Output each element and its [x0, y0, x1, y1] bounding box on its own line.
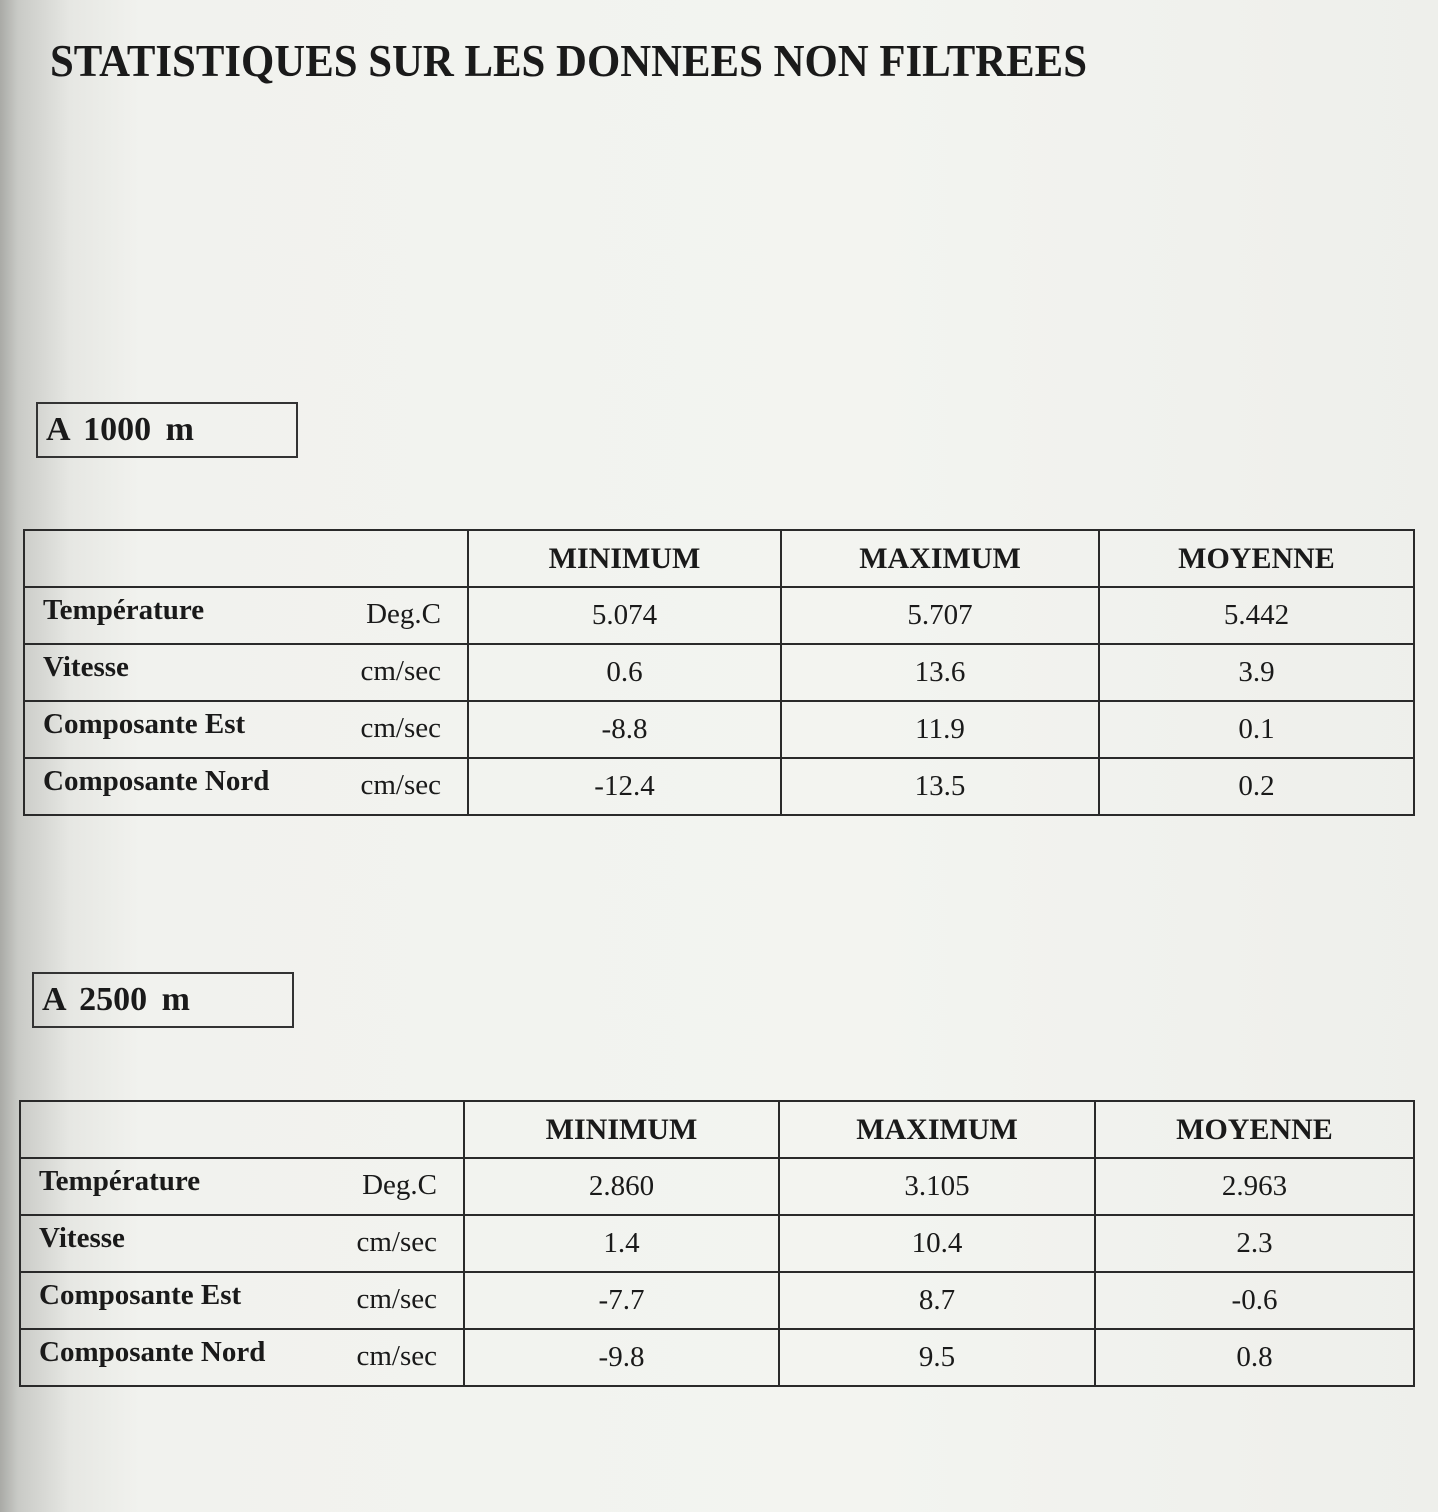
maximum-value: 8.7 — [779, 1272, 1095, 1329]
table-row — [20, 1215, 1414, 1272]
row-label — [20, 1215, 464, 1272]
minimum-value: 0.6 — [468, 644, 781, 701]
moyenne-value: 5.442 — [1099, 587, 1414, 644]
moyenne-value: 2.963 — [1095, 1158, 1414, 1215]
row-label — [24, 701, 468, 758]
maximum-value: 13.5 — [781, 758, 1099, 815]
row-name: Composante Nord — [43, 765, 270, 797]
row-unit: cm/sec — [356, 1226, 437, 1258]
minimum-value: -7.7 — [464, 1272, 779, 1329]
row-name: Vitesse — [39, 1222, 125, 1254]
moyenne-value: 0.8 — [1095, 1329, 1414, 1386]
row-unit: cm/sec — [356, 1340, 437, 1372]
table-row — [24, 758, 1414, 815]
header-moyenne: MOYENNE — [1099, 530, 1414, 587]
depth-label-2500m: A 2500 m — [32, 972, 294, 1028]
moyenne-value: 2.3 — [1095, 1215, 1414, 1272]
row-unit: cm/sec — [360, 655, 441, 687]
row-label — [20, 1158, 464, 1215]
row-name: Composante Est — [43, 708, 246, 740]
header-empty-cell — [20, 1101, 464, 1158]
row-label — [20, 1329, 464, 1386]
table-row — [24, 644, 1414, 701]
maximum-value: 3.105 — [779, 1158, 1095, 1215]
minimum-value: 5.074 — [468, 587, 781, 644]
minimum-value: -9.8 — [464, 1329, 779, 1386]
row-name: Composante Nord — [39, 1336, 266, 1368]
maximum-value: 9.5 — [779, 1329, 1095, 1386]
maximum-value: 13.6 — [781, 644, 1099, 701]
moyenne-value: -0.6 — [1095, 1272, 1414, 1329]
table-row — [24, 701, 1414, 758]
depth-label-1000m: A 1000 m — [36, 402, 298, 458]
row-label — [24, 644, 468, 701]
stats-table-2500m — [19, 1100, 1415, 1387]
table-row — [24, 587, 1414, 644]
header-minimum: MINIMUM — [464, 1101, 779, 1158]
header-empty-cell — [24, 530, 468, 587]
table-header-row — [20, 1101, 1414, 1158]
header-maximum: MAXIMUM — [781, 530, 1099, 587]
row-label — [24, 587, 468, 644]
moyenne-value: 0.1 — [1099, 701, 1414, 758]
table-row — [20, 1329, 1414, 1386]
table-row — [20, 1272, 1414, 1329]
row-unit: cm/sec — [356, 1283, 437, 1315]
maximum-value: 11.9 — [781, 701, 1099, 758]
header-moyenne: MOYENNE — [1095, 1101, 1414, 1158]
header-maximum: MAXIMUM — [779, 1101, 1095, 1158]
row-name: Température — [43, 594, 205, 626]
header-minimum: MINIMUM — [468, 530, 781, 587]
minimum-value: 1.4 — [464, 1215, 779, 1272]
row-unit: Deg.C — [362, 1169, 437, 1201]
row-name: Composante Est — [39, 1279, 242, 1311]
maximum-value: 5.707 — [781, 587, 1099, 644]
row-label — [20, 1272, 464, 1329]
table-header-row — [24, 530, 1414, 587]
minimum-value: 2.860 — [464, 1158, 779, 1215]
table-row — [20, 1158, 1414, 1215]
page-title: STATISTIQUES SUR LES DONNEES NON FILTREES — [50, 35, 1088, 86]
row-unit: cm/sec — [360, 712, 441, 744]
row-unit: cm/sec — [360, 769, 441, 801]
minimum-value: -12.4 — [468, 758, 781, 815]
minimum-value: -8.8 — [468, 701, 781, 758]
moyenne-value: 3.9 — [1099, 644, 1414, 701]
stats-table-1000m — [23, 529, 1415, 816]
row-name: Vitesse — [43, 651, 129, 683]
moyenne-value: 0.2 — [1099, 758, 1414, 815]
row-name: Température — [39, 1165, 201, 1197]
maximum-value: 10.4 — [779, 1215, 1095, 1272]
row-unit: Deg.C — [366, 598, 441, 630]
row-label — [24, 758, 468, 815]
